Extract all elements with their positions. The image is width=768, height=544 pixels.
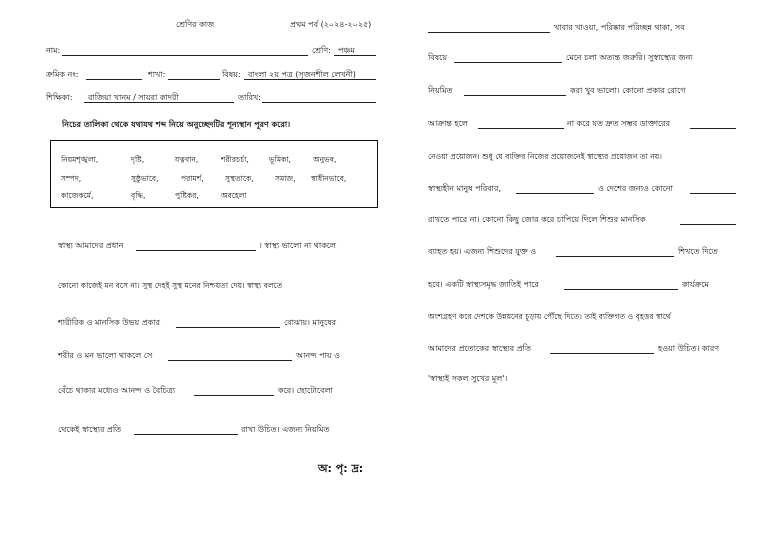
- teacher-label: শিক্ষিকা:: [46, 93, 73, 102]
- subject-label: বিষয়:: [222, 70, 241, 79]
- blank-line[interactable]: [134, 434, 238, 435]
- blank-line[interactable]: [464, 95, 566, 96]
- left-text: । স্বাস্থ্য ভালো না থাকলে: [259, 241, 336, 250]
- left-text: শরীর ও মন ভালো থাকলে সে: [58, 351, 153, 360]
- word-bank-item: বৃদ্ধি,: [131, 191, 146, 200]
- blank-line[interactable]: [136, 250, 256, 251]
- right-text: ও দেশের জন্যও কোনো: [598, 184, 673, 193]
- right-text: আক্রান্ত হলে: [428, 119, 468, 128]
- word-bank-item: দৃষ্টি,: [131, 155, 145, 164]
- word-bank-item: পরামর্শ,: [181, 174, 204, 183]
- class-field-line: [334, 55, 376, 56]
- blank-line[interactable]: [680, 224, 736, 225]
- right-text: করা খুব ভালো। কোনো প্রকার রোগে: [570, 86, 686, 95]
- teacher-field-line: [84, 102, 234, 103]
- instruction-text: নিচের তালিকা থেকে যথাযথ শব্দ নিয়ে অনুচ্ছেদটির শূন্যস্থান পূরণ করো।: [62, 120, 291, 129]
- blank-line[interactable]: [556, 256, 674, 257]
- blank-line[interactable]: [690, 128, 736, 129]
- blank-line[interactable]: [690, 193, 736, 194]
- class-work-heading: শ্রেণির কাজ: [176, 20, 215, 29]
- word-bank-item: শরীরচর্চা,: [221, 155, 249, 164]
- footer-note: অ: পৃ: দ্র:: [318, 462, 364, 475]
- name-label: নাম:: [46, 46, 61, 55]
- right-text: আমাদের প্রত্যেকের স্বাস্থ্যের প্রতি: [428, 344, 531, 353]
- term-heading: প্রথম পর্ব (২০২৪-২০২৫): [290, 20, 372, 29]
- name-field-line[interactable]: [62, 55, 308, 56]
- blank-line[interactable]: [516, 193, 594, 194]
- right-text: না করে যত দ্রুত সম্ভব ডাক্তারের: [567, 119, 671, 128]
- right-text: নিয়মিত: [428, 86, 453, 95]
- left-text: শারীরিক ও মানসিক উভয় প্রকার: [58, 318, 160, 327]
- left-text: আনন্দ পায় ও: [296, 351, 340, 360]
- right-text: খাবার খাওয়া, পরিষ্কার পরিচ্ছন্ন থাকা, সব: [554, 23, 685, 32]
- subject-value: বাংলা ২য় পত্র (সৃজনশীল লেখনী): [248, 70, 356, 79]
- class-value: পঞ্চম: [338, 46, 355, 55]
- right-text: 'স্বাস্থ্যই সকল সুখের মূল'।: [428, 374, 508, 383]
- blank-line[interactable]: [564, 289, 678, 290]
- blank-line[interactable]: [168, 360, 292, 361]
- left-text: বেঁচে থাকার মধ্যেও আনন্দ ও বৈচিত্র্য: [58, 386, 176, 395]
- blank-line[interactable]: [428, 32, 550, 33]
- right-text: নেওয়া প্রয়োজন। শুধু যে ব্যক্তির নিজের প্রয়োজনেই স্বাস্থ্যের প্রয়োজন তা নয়।: [428, 152, 662, 161]
- left-text: বোঝায়। মানুষের: [284, 318, 337, 327]
- left-text: রাখা উচিত। এজন্য নিয়মিত: [241, 425, 330, 434]
- blank-line[interactable]: [478, 128, 564, 129]
- left-text: স্বাস্থ্য আমাদের প্রধান: [58, 241, 124, 250]
- word-bank-item: সুস্থতাকে,: [225, 174, 254, 183]
- blank-line[interactable]: [194, 395, 274, 396]
- roll-field-line[interactable]: [86, 79, 142, 80]
- word-bank-item: নিয়মশৃঙ্খলা,: [61, 155, 99, 164]
- word-bank-item: অবহেলা: [221, 191, 247, 200]
- section-label: শাখা:: [148, 70, 166, 79]
- right-text: রাখতে পারে না। কোনো কিছু জোর করে চাপিয়ে দিলে শিশুর মানসিক: [428, 215, 646, 224]
- right-text: মেনে চলা অত্যন্ত জরুরি। সুস্বাস্থ্যের জন্য: [566, 53, 693, 62]
- date-label: তারিখ:: [238, 93, 261, 102]
- word-bank-item: ভূমিকা,: [269, 155, 291, 164]
- section-field-line[interactable]: [168, 79, 220, 80]
- word-bank-item: পুষ্টিকর,: [175, 191, 199, 200]
- word-bank-item: অনুভব,: [313, 155, 337, 164]
- word-bank-item: স্বাধীনভাবে,: [311, 174, 347, 183]
- blank-line[interactable]: [176, 327, 280, 328]
- right-text: স্বাস্থ্যহীন মানুষ পরিবার,: [428, 184, 501, 193]
- subject-field-line: [244, 79, 376, 80]
- word-bank-box: [50, 140, 378, 208]
- blank-line[interactable]: [550, 353, 654, 354]
- blank-line[interactable]: [454, 62, 562, 63]
- right-text: শিখতে দিতে: [678, 247, 718, 256]
- right-text: হবে। একটি স্বাস্থ্যসমৃদ্ধ জাতিই পারে: [428, 280, 539, 289]
- right-text: হওয়া উচিত। কারণ: [658, 344, 720, 353]
- class-label: শ্রেণি:: [312, 46, 331, 55]
- right-text: ব্যাহত হয়। এজন্য শিশুদের যুক্ত ও: [428, 247, 537, 256]
- right-text: কার্যক্রমে: [682, 280, 709, 289]
- left-text: থেকেই স্বাস্থ্যের প্রতি: [58, 425, 122, 434]
- right-text: অংশগ্রহণ করে দেশকে উন্নয়নের চূড়ায় পৌঁছে দিতে। তাই ব্যক্তিগত ও বৃহত্তর স্বার্থে: [428, 312, 671, 321]
- left-text: করে। ছোটোবেলা: [278, 386, 333, 395]
- word-bank-item: সম্পদ,: [61, 174, 82, 183]
- date-field-line[interactable]: [262, 102, 376, 103]
- teacher-value: রাজিয়া খানম / সায়রা কাদরী: [88, 93, 179, 102]
- word-bank-item: সুষ্ঠুভাবে,: [131, 174, 159, 183]
- word-bank-item: কাজেকর্মে,: [61, 191, 94, 200]
- word-bank-item: সমাজ,: [275, 174, 296, 183]
- right-text: বিষয়ে: [428, 53, 448, 62]
- word-bank-item: যত্নবান,: [175, 155, 199, 164]
- left-text: কোনো কাজেই মন বসে না। সুস্থ দেহই সুস্থ মনের নিশ্চয়তা দেয়। স্বাস্থ্য বলতে: [58, 281, 283, 290]
- roll-label: ক্রমিক নং:: [46, 70, 79, 79]
